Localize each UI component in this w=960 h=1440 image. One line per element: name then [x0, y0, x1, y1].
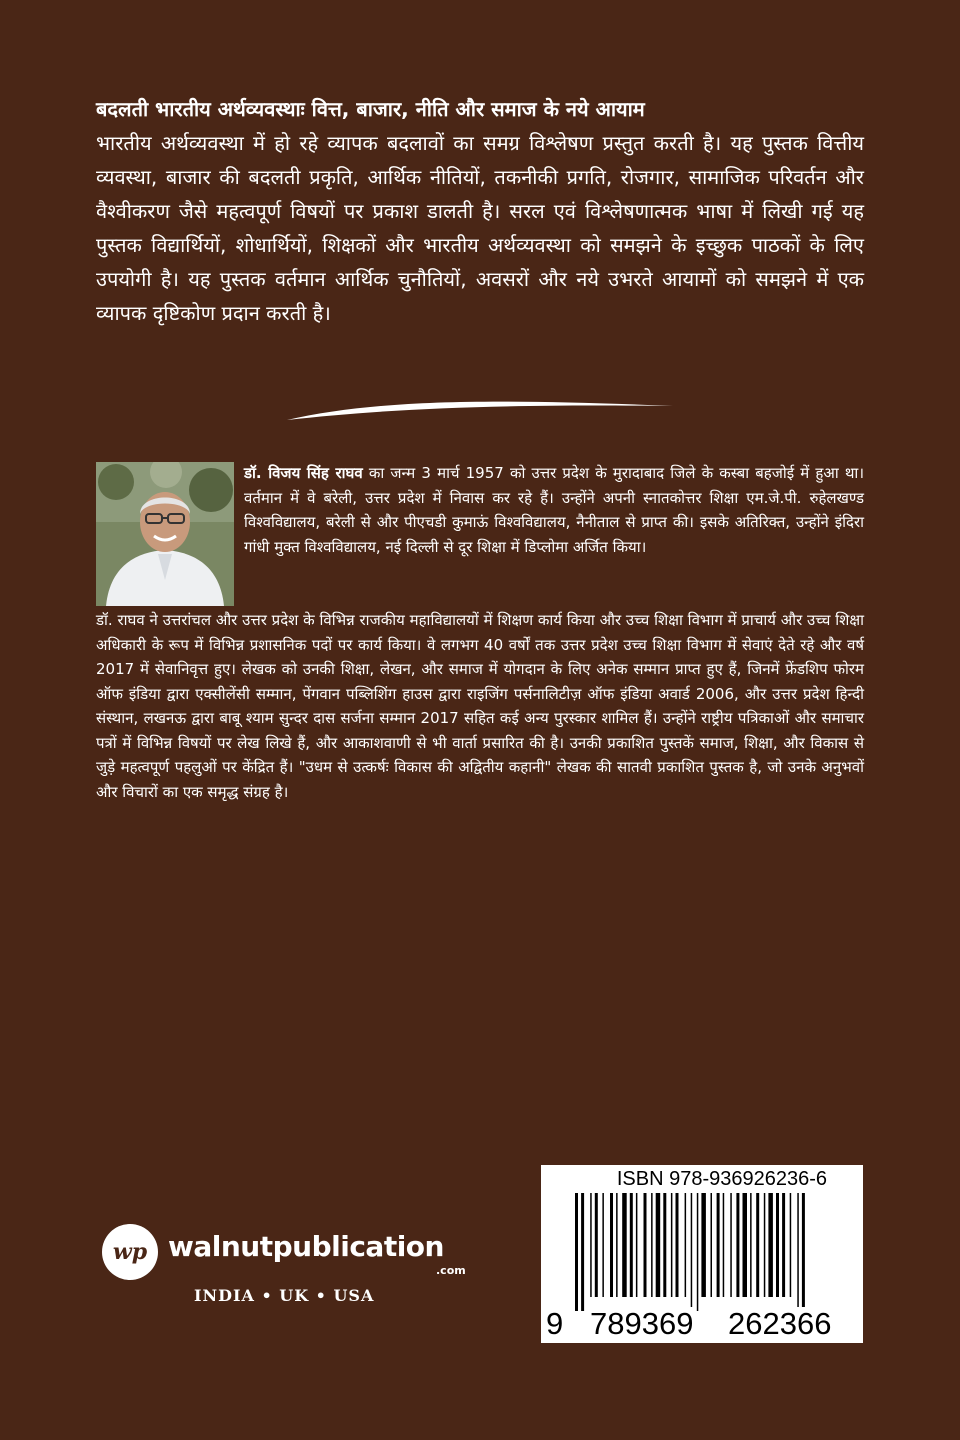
barcode-digits-left: 789369 — [587, 1307, 696, 1341]
publisher-logo — [100, 1220, 500, 1330]
barcode-bar — [663, 1193, 666, 1297]
barcode-bar — [676, 1193, 679, 1297]
barcode-bar — [736, 1193, 739, 1297]
barcode-bar — [802, 1193, 805, 1311]
barcode-bar — [691, 1193, 693, 1311]
barcode-digits-right: 262366 — [725, 1307, 834, 1341]
barcode-bar — [671, 1193, 673, 1297]
barcode-bar — [756, 1193, 759, 1297]
decorative-swoosh — [285, 398, 675, 428]
barcode-bar — [711, 1193, 713, 1297]
barcode-bar — [730, 1193, 732, 1297]
barcode-bar — [768, 1193, 773, 1297]
publisher-monogram: wp — [102, 1224, 158, 1280]
barcode-bar — [595, 1193, 598, 1297]
author-bio-intro-text: का जन्म 3 मार्च 1957 को उत्तर प्रदेश के मुरादाबाद जिले के कस्बा बहजोई में हुआ था। वर्तमान में वे बरेली, उत्तर प्रदेश में निवास कर रहे हैं। उन्होंने अपनी स्नातकोत्तर शिक्षा एम.जे.पी. रुहेलखण्ड विश्वविद्यालय, बरेली से और पीएचडी कुमाऊं विश्वविद्यालय, नैनीताल से प्राप्त की। इसके अतिरिक्त, उन्होंने इंदिरा गांधी मुक्त विश्वविद्यालय, नई दिल्ली से दूर शिक्षा में डिप्लोमा अर्जित किया। — [244, 464, 865, 556]
barcode-bar — [750, 1193, 752, 1297]
author-bio-intro — [244, 461, 864, 559]
barcode-bar — [723, 1193, 725, 1297]
author-photo — [96, 462, 234, 606]
publisher-name: walnutpublication — [168, 1230, 444, 1263]
barcode-bar — [764, 1193, 766, 1297]
barcode-bar — [656, 1193, 661, 1297]
book-blurb — [96, 92, 864, 330]
barcode-bar — [581, 1193, 584, 1311]
barcode-bar — [616, 1193, 618, 1297]
barcode-bar — [685, 1193, 687, 1297]
barcode-bar — [610, 1193, 613, 1297]
barcode-bar — [630, 1193, 633, 1297]
barcode-bar — [575, 1193, 578, 1311]
barcode-bar — [717, 1193, 720, 1297]
author-bio-continued: डॉ. राघव ने उत्तरांचल और उत्तर प्रदेश के विभिन्न राजकीय महाविद्यालयों में शिक्षण कार्य किया और उच्च शिक्षा विभाग में प्राचार्य और उच्च शिक्षा अधिकारी के रूप में विभिन्न प्रशासनिक पदों पर कार्य किया। वे लगभग 40 वर्षों तक उत्तर प्रदेश उच्च शिक्षा विभाग में सेवाएं देते रहे और वर्ष 2017 में सेवानिवृत्त हुए। लेखक को उनकी शिक्षा, लेखन, और समाज में योगदान के लिए अनेक सम्मान प्राप्त हुए हैं, जिनमें फ्रेंडशिप फोरम ऑफ इंडिया द्वारा एक्सीलेंसी सम्मान, पेंगवान पब्लिशिंग हाउस द्वारा राइजिंग पर्सनालिटीज़ ऑफ इंडिया अवार्ड 2006, और उत्तर प्रदेश हिन्दी संस्थान, लखनऊ द्वारा बाबू श्याम सुन्दर दास सर्जना सम्मान 2017 सहित कई अन्य पुरस्कार शामिल हैं। उन्होंने राष्ट्रीय पत्रिकाओं और समाचार पत्रों में विभिन्न विषयों पर लेख लिखे हैं, और आकाशवाणी से भी वार्ता प्रसारित की है। उनकी प्रकाशित पुस्तकें समाज, शिक्षा, और विकास से जुड़े महत्वपूर्ण पहलुओं पर केंद्रित हैं। "उधम से उत्कर्षः विकास की अद्वितीय कहानी" लेखक की सातवी प्रकाशित पुस्तक है, जो उनके अनुभवों और विचारों का एक समृद्ध संग्रह है। — [96, 611, 864, 801]
publisher-regions: INDIA • UK • USA — [194, 1286, 375, 1305]
publisher-domain: .com — [436, 1264, 466, 1277]
barcode-bar — [590, 1193, 592, 1297]
barcode-bar — [622, 1193, 627, 1297]
isbn-barcode — [541, 1165, 863, 1343]
blurb-body: भारतीय अर्थव्यवस्था में हो रहे व्यापक बदलावों का समग्र विश्लेषण प्रस्तुत करती है। यह पुस्तक वित्तीय व्यवस्था, बाजार की बदलती प्रकृति, आर्थिक नीतियों, तकनीकी प्रगति, रोजगार, सामाजिक परिवर्तन और वैश्वीकरण जैसे महत्वपूर्ण विषयों पर प्रकाश डालती है। सरल एवं विश्लेषणात्मक भाषा में लिखी गई यह पुस्तक विद्यार्थियों, शोधार्थियों, शिक्षकों और भारतीय अर्थव्यवस्था को समझने के इच्छुक पाठकों के लिए उपयोगी है। यह पुस्तक वर्तमान आर्थिक चुनौतियों, अवसरों और नये उभरते आयामों को समझने में एक व्यापक दृष्टिकोण प्रदान करती है। — [96, 131, 864, 325]
barcode-bar — [782, 1193, 785, 1297]
barcode-bar — [697, 1193, 699, 1311]
barcode-digit-first: 9 — [543, 1307, 566, 1341]
barcode-bar — [636, 1193, 638, 1297]
barcode-bar — [743, 1193, 748, 1297]
barcode-bar — [651, 1193, 653, 1297]
barcode-bar — [602, 1193, 604, 1297]
barcode-bar — [776, 1193, 779, 1297]
author-name: डॉ. विजय सिंह राघव — [244, 464, 363, 482]
barcode-bar — [790, 1193, 792, 1297]
book-title: बदलती भारतीय अर्थव्यवस्थाः वित्त, बाजार, नीति और समाज के नये आयाम — [96, 97, 645, 121]
barcode-bars — [551, 1193, 851, 1311]
barcode-bar — [644, 1193, 647, 1297]
barcode-bar — [701, 1193, 706, 1297]
barcode-bar — [797, 1193, 799, 1311]
isbn-label: ISBN 978-936926236-6 — [616, 1168, 827, 1190]
